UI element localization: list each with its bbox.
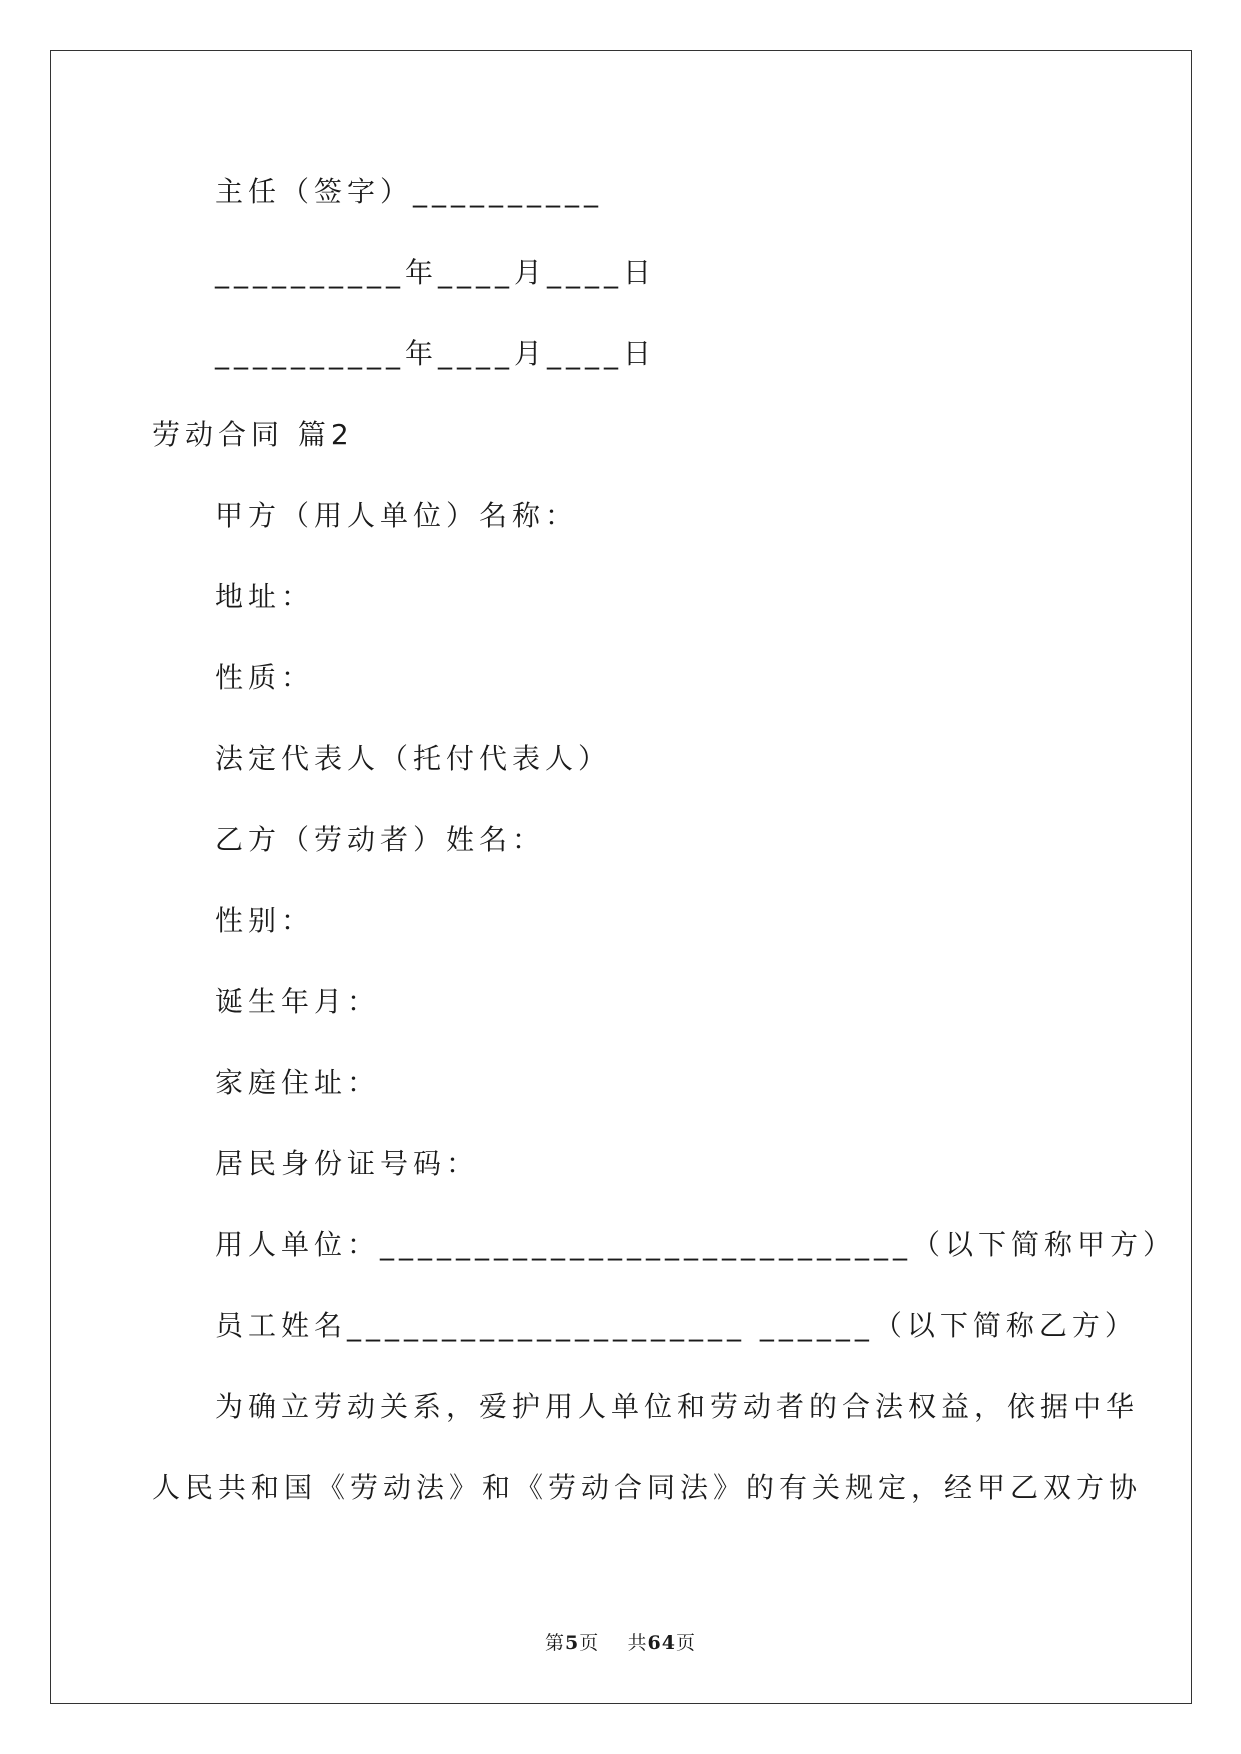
page-border bbox=[50, 50, 1192, 1704]
party-a-name-line: 甲方（用人单位）名称： bbox=[215, 499, 579, 532]
id-number-line: 居民身份证号码： bbox=[215, 1147, 480, 1180]
address-line: 地址： bbox=[215, 580, 315, 613]
director-signature-line: 主任（签字）__________ bbox=[215, 175, 604, 208]
footer-total-pages: 64 bbox=[647, 1632, 676, 1654]
gender-line: 性别： bbox=[215, 904, 315, 937]
section-heading: 劳动合同 篇2 bbox=[152, 418, 354, 451]
footer-total-prefix: 共 bbox=[627, 1632, 648, 1654]
party-b-name-line: 乙方（劳动者）姓名： bbox=[215, 823, 546, 856]
footer-total-suffix: 页 bbox=[675, 1632, 696, 1654]
date-line-2: __________年____月____日 bbox=[215, 337, 657, 370]
footer-page-suffix: 页 bbox=[579, 1632, 600, 1654]
body-paragraph-line-2: 人民共和国《劳动法》和《劳动合同法》的有关规定，经甲乙双方协 bbox=[152, 1471, 1143, 1504]
employer-line: 用人单位：____________________________（以下简称甲方） bbox=[215, 1228, 1177, 1261]
legal-representative-line: 法定代表人（托付代表人） bbox=[215, 742, 612, 775]
nature-line: 性质： bbox=[215, 661, 315, 694]
body-paragraph-line-1: 为确立劳动关系，爱护用人单位和劳动者的合法权益，依据中华 bbox=[215, 1390, 1140, 1423]
birth-date-line: 诞生年月： bbox=[215, 985, 381, 1018]
home-address-line: 家庭住址： bbox=[215, 1066, 381, 1099]
footer-prefix: 第 bbox=[545, 1632, 566, 1654]
page-footer bbox=[0, 1628, 1241, 1655]
date-line-1: __________年____月____日 bbox=[215, 256, 657, 289]
employee-name-line: 员工姓名_____________________ ______（以下简称乙方） bbox=[215, 1309, 1138, 1342]
footer-page-number: 5 bbox=[565, 1632, 580, 1654]
